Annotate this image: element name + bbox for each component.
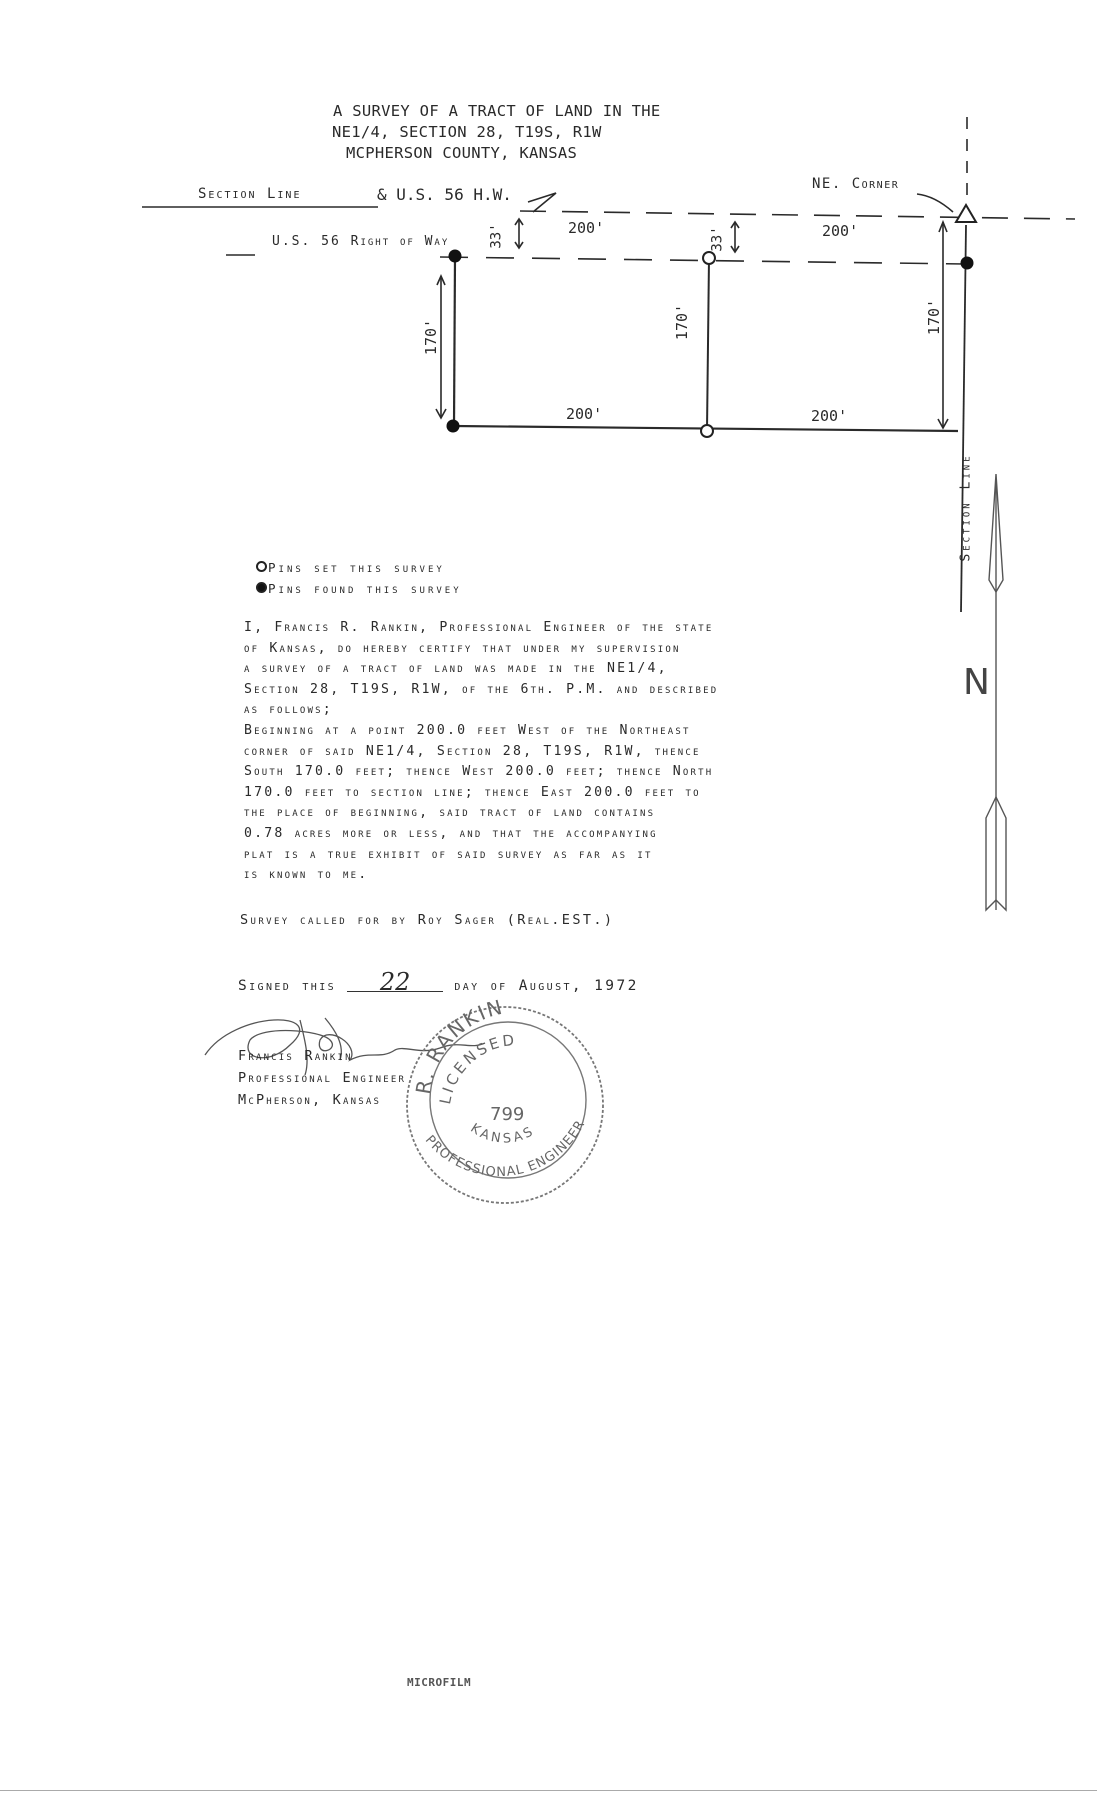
cert-line: plat is a true exhibit of said survey as far as it (244, 846, 653, 862)
seal-number: 799 (490, 1104, 525, 1125)
dim-bottom-200-right: 200' (811, 407, 848, 425)
dim-33-left: 33' (488, 223, 505, 249)
section-line-vertical-label: Section Line (958, 453, 974, 562)
dim-170-right: 170' (925, 298, 944, 336)
survey-called-for: Survey called for by Roy Sager (Real.EST.) (240, 912, 615, 928)
cert-line: the place of beginning, said tract of land contains (244, 805, 656, 821)
cert-line: corner of said NE1/4, Section 28, T19S, R1W, thence (244, 743, 701, 759)
microfilm-stamp: MICROFILM (407, 1676, 472, 1689)
seal-top-text: R. RANKIN (410, 994, 507, 1096)
seal-licensed: LICENSED (436, 1030, 518, 1106)
dim-170-left: 170' (422, 318, 441, 356)
cert-line: Section 28, T19S, R1W, of the 6th. P.M. and described (244, 681, 719, 697)
title-line-2: NE1/4, SECTION 28, T19S, R1W (332, 123, 602, 141)
cert-line: of Kansas, do hereby certify that under my supervision (244, 640, 681, 656)
seal-state: KANSAS (467, 1120, 538, 1147)
cert-line: 0.78 acres more or less, and that the accompanying (244, 825, 658, 841)
cert-line: I, Francis R. Rankin, Professional Engineer of the state (244, 620, 714, 635)
legend-pins-found-label: Pins found this survey (268, 581, 462, 596)
dim-top-200-right: 200' (822, 222, 859, 240)
north-label: N (963, 662, 990, 703)
cert-line: is known to me. (244, 867, 369, 883)
dim-top-200-left: 200' (568, 219, 605, 237)
title-line-3: MCPHERSON COUNTY, KANSAS (346, 144, 578, 162)
signed-suffix: day of August, 1972 (454, 978, 639, 994)
dim-33-mid: 33' (709, 226, 726, 252)
cert-line: as follows; (244, 702, 333, 718)
dim-170-mid: 170' (673, 303, 692, 341)
legend-pins-set-label: Pins set this survey (268, 560, 445, 575)
cert-line: Beginning at a point 200.0 feet West of the Northeast (244, 722, 691, 738)
cert-line: a survey of a tract of land was made in the NE1/4, (244, 661, 668, 677)
highway-label: & U.S. 56 H.W. (377, 185, 512, 204)
signed-prefix: Signed this (238, 978, 337, 994)
cert-line: 170.0 feet to section line; thence East 200.0 feet to (244, 784, 701, 800)
scan-edge (0, 1790, 1097, 1791)
section-line-label: Section Line (198, 186, 302, 202)
signer-name: Francis Rankin (238, 1048, 353, 1064)
right-of-way-label: U.S. 56 Right of Way (272, 234, 450, 249)
signer-location: McPherson, Kansas (238, 1092, 382, 1108)
seal-bottom-text: PROFESSIONAL ENGINEER (421, 1117, 589, 1181)
signer-title: Professional Engineer (238, 1070, 407, 1086)
cert-line: South 170.0 feet; thence West 200.0 feet; thence North (244, 764, 714, 780)
dim-bottom-200-left: 200' (566, 405, 603, 423)
title-line-1: A SURVEY OF A TRACT OF LAND IN THE (333, 102, 661, 120)
signed-day: 22 (347, 973, 443, 992)
ne-corner-label: NE. Corner (812, 176, 900, 192)
